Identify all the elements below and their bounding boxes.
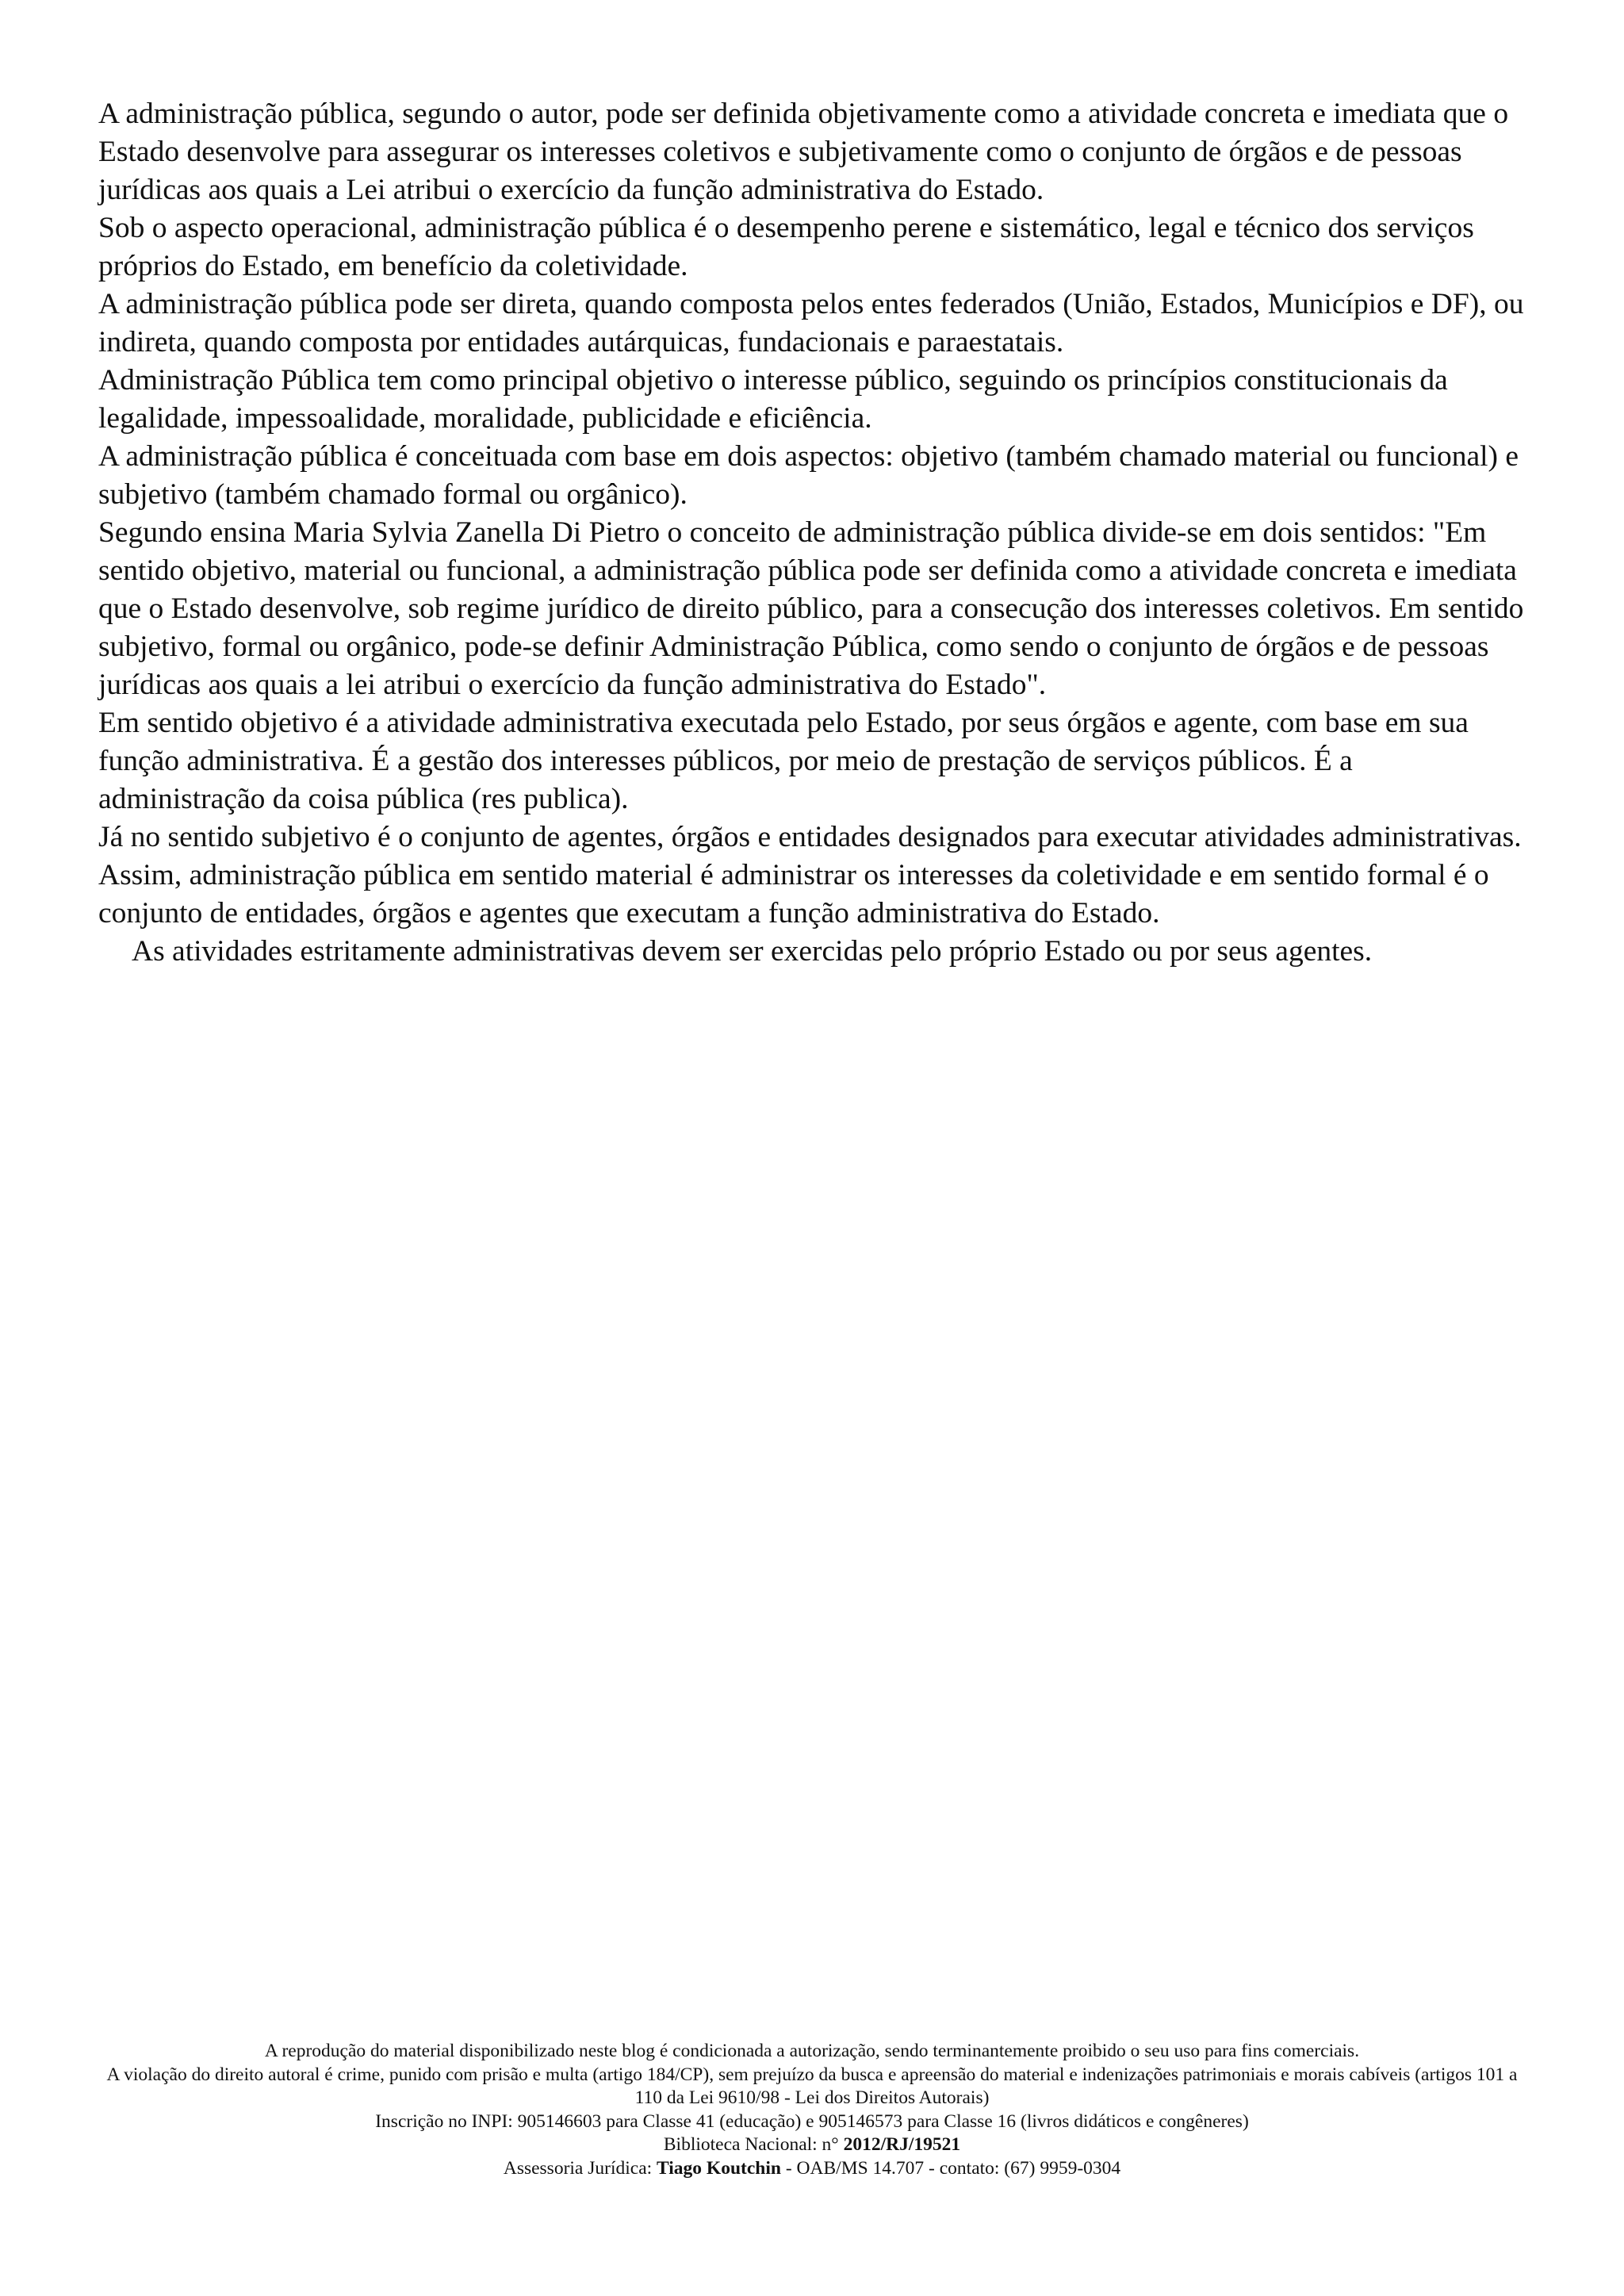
footer-line bbox=[98, 2157, 1526, 2181]
body-text bbox=[98, 95, 1526, 971]
footer-line bbox=[98, 2133, 1526, 2157]
paragraph: Em sentido objetivo é a atividade administrativa executada pelo Estado, por seus órgãos e agente, com base em sua função administrativa. É a gestão dos interesses públicos, por meio de prestação de serviços públicos. É a administração da coisa pública (res publica). bbox=[98, 707, 1469, 815]
paragraph: Já no sentido subjetivo é o conjunto de agentes, órgãos e entidades designados para executar atividades administrativas. bbox=[98, 821, 1522, 853]
footer-line: Inscrição no INPI: 905146603 para Classe 41 (educação) e 905146573 para Classe 16 (livros didáticos e congêneres) bbox=[375, 2110, 1249, 2132]
footer-text: Biblioteca Nacional: n° bbox=[663, 2134, 844, 2155]
paragraph: A administração pública é conceituada com base em dois aspectos: objetivo (também chamado material ou funcional) e subjetivo (também chamado formal ou orgânico). bbox=[98, 440, 1519, 511]
footer-text: Assessoria Jurídica: bbox=[503, 2157, 657, 2179]
footer-line: A reprodução do material disponibilizado neste blog é condicionada a autorização, sendo terminantemente proibido o seu uso para fins comerciais. bbox=[264, 2041, 1360, 2061]
footer-text: - OAB/MS 14.707 - contato: (67) 9959-0304 bbox=[780, 2157, 1121, 2179]
footer-lawyer-name: Tiago Koutchin bbox=[657, 2157, 781, 2179]
copyright-footer bbox=[98, 2040, 1526, 2180]
paragraph: Sob o aspecto operacional, administração pública é o desempenho perene e sistemático, legal e técnico dos serviços próprios do Estado, em benefício da coletividade. bbox=[98, 212, 1474, 282]
paragraph: A administração pública, segundo o autor, pode ser definida objetivamente como a atividade concreta e imediata que o Estado desenvolve para assegurar os interesses coletivos e subjetivamente como o conjunto de órgãos e de pessoas jurídicas aos quais a Lei atribui o exercício da função administrativa do Estado. bbox=[98, 98, 1509, 206]
footer-registration-number: 2012/RJ/19521 bbox=[843, 2134, 961, 2155]
paragraph: A administração pública pode ser direta, quando composta pelos entes federados (União, Estados, Municípios e DF), ou indireta, quando composta por entidades autárquicas, fundacionais e paraestatais. bbox=[98, 288, 1524, 358]
paragraph: As atividades estritamente administrativas devem ser exercidas pelo próprio Estado ou por seus agentes. bbox=[132, 935, 1373, 968]
paragraph: Segundo ensina Maria Sylvia Zanella Di Pietro o conceito de administração pública divide-se em dois sentidos: "Em sentido objetivo, material ou funcional, a administração pública pode ser definida como a atividade concreta e imediata que o Estado desenvolve, sob regime jurídico de direito público, para a consecução dos interesses coletivos. Em sentido subjetivo, formal ou orgânico, pode-se definir Administração Pública, como sendo o conjunto de órgãos e de pessoas jurídicas aos quais a lei atribui o exercício da função administrativa do Estado". bbox=[98, 516, 1524, 701]
footer-line: A violação do direito autoral é crime, punido com prisão e multa (artigo 184/CP), sem prejuízo da busca e apreensão do material e indenizações patrimoniais e morais cabíveis (artigos 101 a 110 da Lei 9610/98 - Lei dos Direitos Autorais) bbox=[106, 2064, 1518, 2108]
paragraph: Administração Pública tem como principal objetivo o interesse público, seguindo os princípios constitucionais da legalidade, impessoalidade, moralidade, publicidade e eficiência. bbox=[98, 364, 1448, 435]
paragraph: Assim, administração pública em sentido material é administrar os interesses da coletividade e em sentido formal é o conjunto de entidades, órgãos e agentes que executam a função administrativa do Estado. bbox=[98, 859, 1489, 930]
